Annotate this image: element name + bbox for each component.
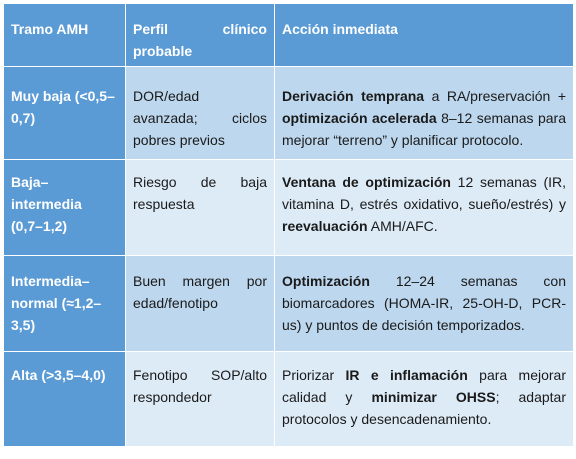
accion-segment: 12–24 semanas con biomarcadores (HOMA-IR, 25-OH-D, PCR-us) y puntos de decisión temporizados. [282,273,566,333]
perfil-cell [126,67,275,160]
accion-cell [275,352,574,447]
tramo-cell [4,352,126,447]
header-perfil-line1 [133,18,267,40]
perfil-cell [126,160,275,256]
header-row [4,4,574,67]
accion-segment: para mejorar calidad y [282,367,566,405]
accion-segment-bold: Optimización [282,273,370,289]
header-tramo-amh [4,4,126,67]
header-perfil-clinico [126,4,275,67]
accion-cell [275,160,574,256]
header-accion-text: Acción inmediata [282,21,398,37]
header-perfil-word: Perfil [133,21,169,37]
tramo-text-line: 0,7) [11,110,36,126]
perfil-cell [126,352,275,447]
perfil-text: Riesgo de baja respuesta [133,174,267,212]
accion-segment-bold: minimizar OHSS [371,389,496,405]
tramo-text-line: intermedia [11,196,82,212]
tramo-cell [4,160,126,256]
header-clinico-word: clínico [222,21,267,37]
amh-table-container [3,3,573,447]
accion-segment: AMH/AFC. [367,218,438,234]
tramo-cell [4,67,126,160]
accion-segment: 8–12 semanas para mejorar “terreno” y planificar protocolo. [282,110,567,148]
tramo-text-line: Intermedia– [11,273,90,289]
perfil-text: DOR/edad avanzada; ciclos pobres previos [133,88,267,148]
accion-segment-bold: optimización acelerada [282,110,437,126]
table-row [4,67,574,160]
tramo-text-line: Baja– [11,174,49,190]
tramo-text-line: 3,5) [11,317,36,333]
accion-segment: Priorizar [282,367,346,383]
table-row [4,160,574,256]
table-row [4,352,574,447]
amh-action-table [3,3,574,447]
accion-segment: ; adaptar protocolos y desencadenamiento. [282,389,567,427]
tramo-text-line: Alta (>3,5–4,0) [11,367,106,383]
header-tramo-amh-text: Tramo AMH [11,21,89,37]
accion-segment-bold: reevaluación [282,218,368,234]
tramo-text-line: (0,7–1,2) [11,218,68,234]
accion-cell [275,256,574,352]
header-accion-inmediata [275,4,574,67]
accion-segment: a RA/preservación + [424,88,566,104]
tramo-text-line [11,292,118,314]
tramo-text-segment: normal (≈1,2– [11,295,102,311]
table-row [4,256,574,352]
accion-segment-bold: IR e inflamación [345,367,468,383]
accion-segment-bold: Derivación temprana [282,88,425,104]
tramo-text-line: Muy baja (<0,5– [11,88,115,104]
accion-cell [275,67,574,160]
accion-segment: 12 semanas (IR, vitamina D, estrés oxidativo, sueño/estrés) y [282,174,566,212]
header-probable-word: probable [133,43,193,59]
perfil-text: Buen margen por edad/fenotipo [133,273,267,311]
accion-segment-bold: Ventana de optimización [282,174,451,190]
tramo-cell [4,256,126,352]
perfil-text: Fenotipo SOP/alto respondedor [133,367,267,405]
perfil-cell [126,256,275,352]
